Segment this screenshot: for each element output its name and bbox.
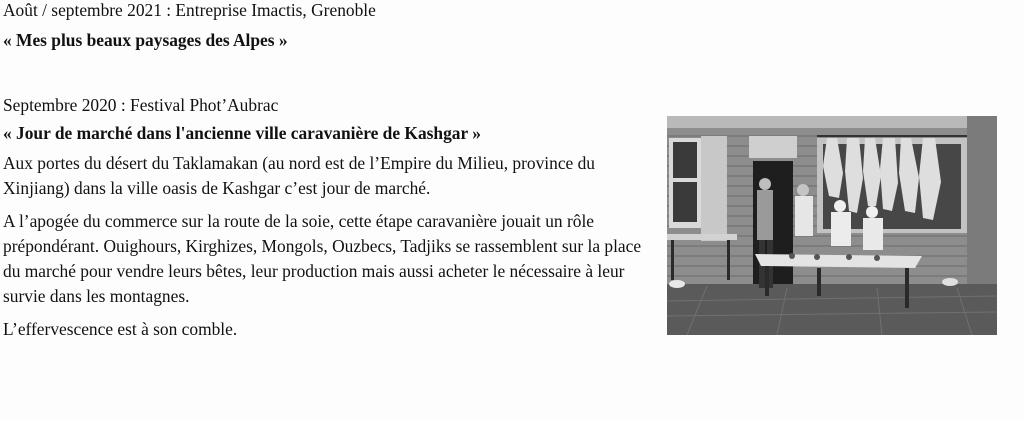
event-line-2021: Août / septembre 2021 : Entreprise Imactis, Grenoble bbox=[3, 0, 376, 20]
awning bbox=[667, 116, 997, 128]
paragraph-3: L’effervescence est à son comble. bbox=[3, 319, 238, 339]
market-photo-illustration bbox=[667, 116, 997, 335]
paragraph-1: Aux portes du désert du Taklamakan (au nord est de l’Empire du Milieu, province du Xinjiang) dans la ville oasis de Kashgar c’est jour de marché. bbox=[3, 153, 596, 198]
ground bbox=[667, 284, 997, 335]
event-title-2021: « Mes plus beaux paysages des Alpes » bbox=[3, 30, 288, 50]
content-column bbox=[3, 0, 643, 350]
wall-column bbox=[967, 116, 997, 291]
event-title-2020: « Jour de marché dans l'ancienne ville caravanière de Kashgar » bbox=[3, 123, 481, 143]
event-line-2020: Septembre 2020 : Festival Phot’Aubrac bbox=[3, 95, 279, 115]
paragraph-2: A l’apogée du commerce sur la route de la soie, cette étape caravanière jouait un rôle prépondérant. Ouighours, Kirghizes, Mongols, Ouzbecs, Tadjiks se rassemblent sur la place du marché pour vendre leurs bêtes, leur production mais aussi acheter le nécessaire à leur survie dans les montagnes. bbox=[3, 211, 642, 306]
market-photo bbox=[667, 116, 997, 335]
basin bbox=[669, 280, 685, 288]
door-frame bbox=[749, 136, 797, 158]
side-table bbox=[667, 234, 737, 240]
shutter bbox=[701, 136, 727, 241]
section-spacer bbox=[3, 53, 643, 93]
